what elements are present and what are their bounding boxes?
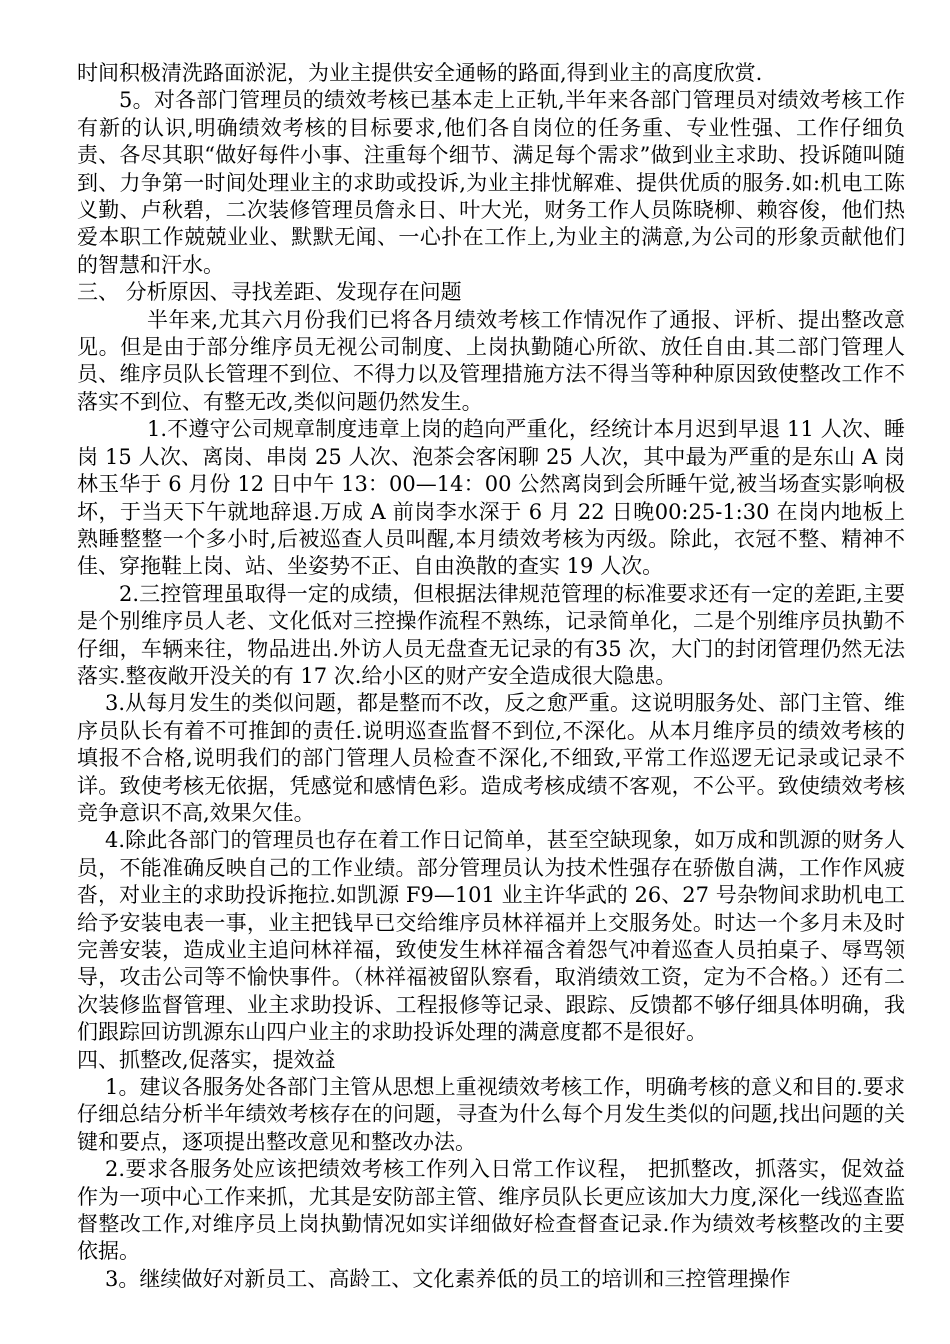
paragraph-item-4-manager-logs: 4.除此各部门的管理员也存在着工作日记简单，甚至空缺现象，如万成和凯源的财务人员，不能准确反映自己的工作业绩。部分管理员认为技术性强存在骄傲自满，工作作风疲沓，对业主的求助投诉拖拉.如凯源 F9—101 业主许华武的 26、27 号杂物间求助机电工给予安装电表一事，业主把钱早已交给维序员林祥福并上交服务处。时达一个多月未及时完善安装，造成业主追问林祥福，致使发生林祥福含着怨气冲着巡查人员拍桌子、辱骂领导，攻击公司等不愉快事件。（林祥福被留队察看，取消绩效工资，定为不合格。）还有二次装修监督管理、业主求助投诉、工程报修等记录、跟踪、反馈都不够仔细具体明确，我们跟踪回访凯源东山四户业主的求助投诉处理的满意度都不是很好。 [77, 828, 905, 1045]
paragraph-suggestion-2: 2.要求各服务处应该把绩效考核工作列入日常工作议程， 把抓整改，抓落实，促效益作为一项中心工作来抓，尤其是安防部主管、维序员队长更应该加大力度,深化一线巡查监督整改工作,对维序员上岗执勤情况如实详细做好检查督查记录.作为绩效考核整改的主要依据。 [77, 1157, 905, 1264]
section-heading-4: 四、抓整改,促落实，提效益 [77, 1047, 336, 1072]
paragraph-item-5-manager-performance: 5。对各部门管理员的绩效考核已基本走上正轨,半年来各部门管理员对绩效考核工作有新的认识,明确绩效考核的目标要求,他们各自岗位的任务重、专业性强、工作仔细负责、各尽其职“做好每件小事、注重每个细节、满足每个需求”做到业主求助、投诉随叫随到、力争第一时间处理业主的求助或投诉,为业主排忧解难、提供优质的服务.如:机电工陈义勤、卢秋碧，二次装修管理员詹永日、叶大光，财务工作人员陈晓柳、赖容俊，他们热爱本职工作兢兢业业、默默无闻、一心扑在工作上,为业主的满意,为公司的形象贡献他们的智慧和汗水。 [77, 88, 905, 277]
paragraph-item-2-three-control: 2.三控管理虽取得一定的成绩，但根据法律规范管理的标准要求还有一定的差距,主要是个别维序员人老、文化低对三控操作流程不熟练，记录简单化，二是个别维序员执勤不仔细，车辆来往，物品进出.外访人员无盘查无记录的有35 次，大门的封闭管理仍然无法落实.整夜敞开没关的有 17 次.给小区的财产安全造成很大隐患。 [77, 581, 905, 688]
paragraph-suggestion-1: 1。建议各服务处各部门主管从思想上重视绩效考核工作，明确考核的意义和目的.要求仔细总结分析半年绩效考核存在的问题，寻查为什么每个月发生类似的问题,找出问题的关键和要点，逐项提出整改意见和整改办法。 [77, 1075, 905, 1154]
paragraph-suggestion-3: 3。继续做好对新员工、高龄工、文化素养低的员工的培训和三控管理操作 [105, 1266, 791, 1291]
section-heading-3: 三、 分析原因、寻找差距、发现存在问题 [77, 280, 462, 305]
paragraph-item-3-recurring-issues: 3.从每月发生的类似问题，都是整而不改，反之愈严重。这说明服务处、部门主管、维序员队长有着不可推卸的责任.说明巡查监督不到位,不深化。从本月维序员的绩效考核的填报不合格,说明我们的部门管理人员检查不深化,不细致,平常工作巡逻无记录或记录不详。致使考核无依据，凭感觉和感情色彩。造成考核成绩不客观，不公平。致使绩效考核竞争意识不高,效果欠佳。 [77, 691, 905, 825]
paragraph-road-cleaning-end: 时间积极清洗路面淤泥，为业主提供安全通畅的路面,得到业主的高度欣赏. [77, 61, 763, 85]
paragraph-item-1-violations: 1.不遵守公司规章制度违章上岗的趋向严重化，经统计本月迟到早退 11 人次、睡岗 15 人次、离岗、串岗 25 人次、泡茶会客闲聊 25 人次，其中最为严重的是东山 A 岗林玉华于 6 月份 12 日中午 13：00—14：00 公然离岗到会所睡午觉,被当场查实影响极坏，于当天下午就地辞退.万成 A 前岗李水深于 6 月 22 日晚00:25-1:30 在岗内地板上熟睡整整一个多小时,后被巡查人员叫醒,本月绩效考核为丙级。除此，衣冠不整、精神不佳、穿拖鞋上岗、站、坐姿势不正、自由涣散的查实 19 人次。 [77, 417, 905, 579]
paragraph-section-3-intro: 半年来,尤其六月份我们已将各月绩效考核工作情况作了通报、评析、提出整改意见。但是由于部分维序员无视公司制度、上岗执勤随心所欲、放任自由.其二部门管理人员、维序员队长管理不到位、不得力以及管理措施方法不得当等种种原因致使整改工作不落实不到位、有整无改,类似问题仍然发生。 [77, 307, 905, 414]
document-page [77, 60, 905, 1293]
